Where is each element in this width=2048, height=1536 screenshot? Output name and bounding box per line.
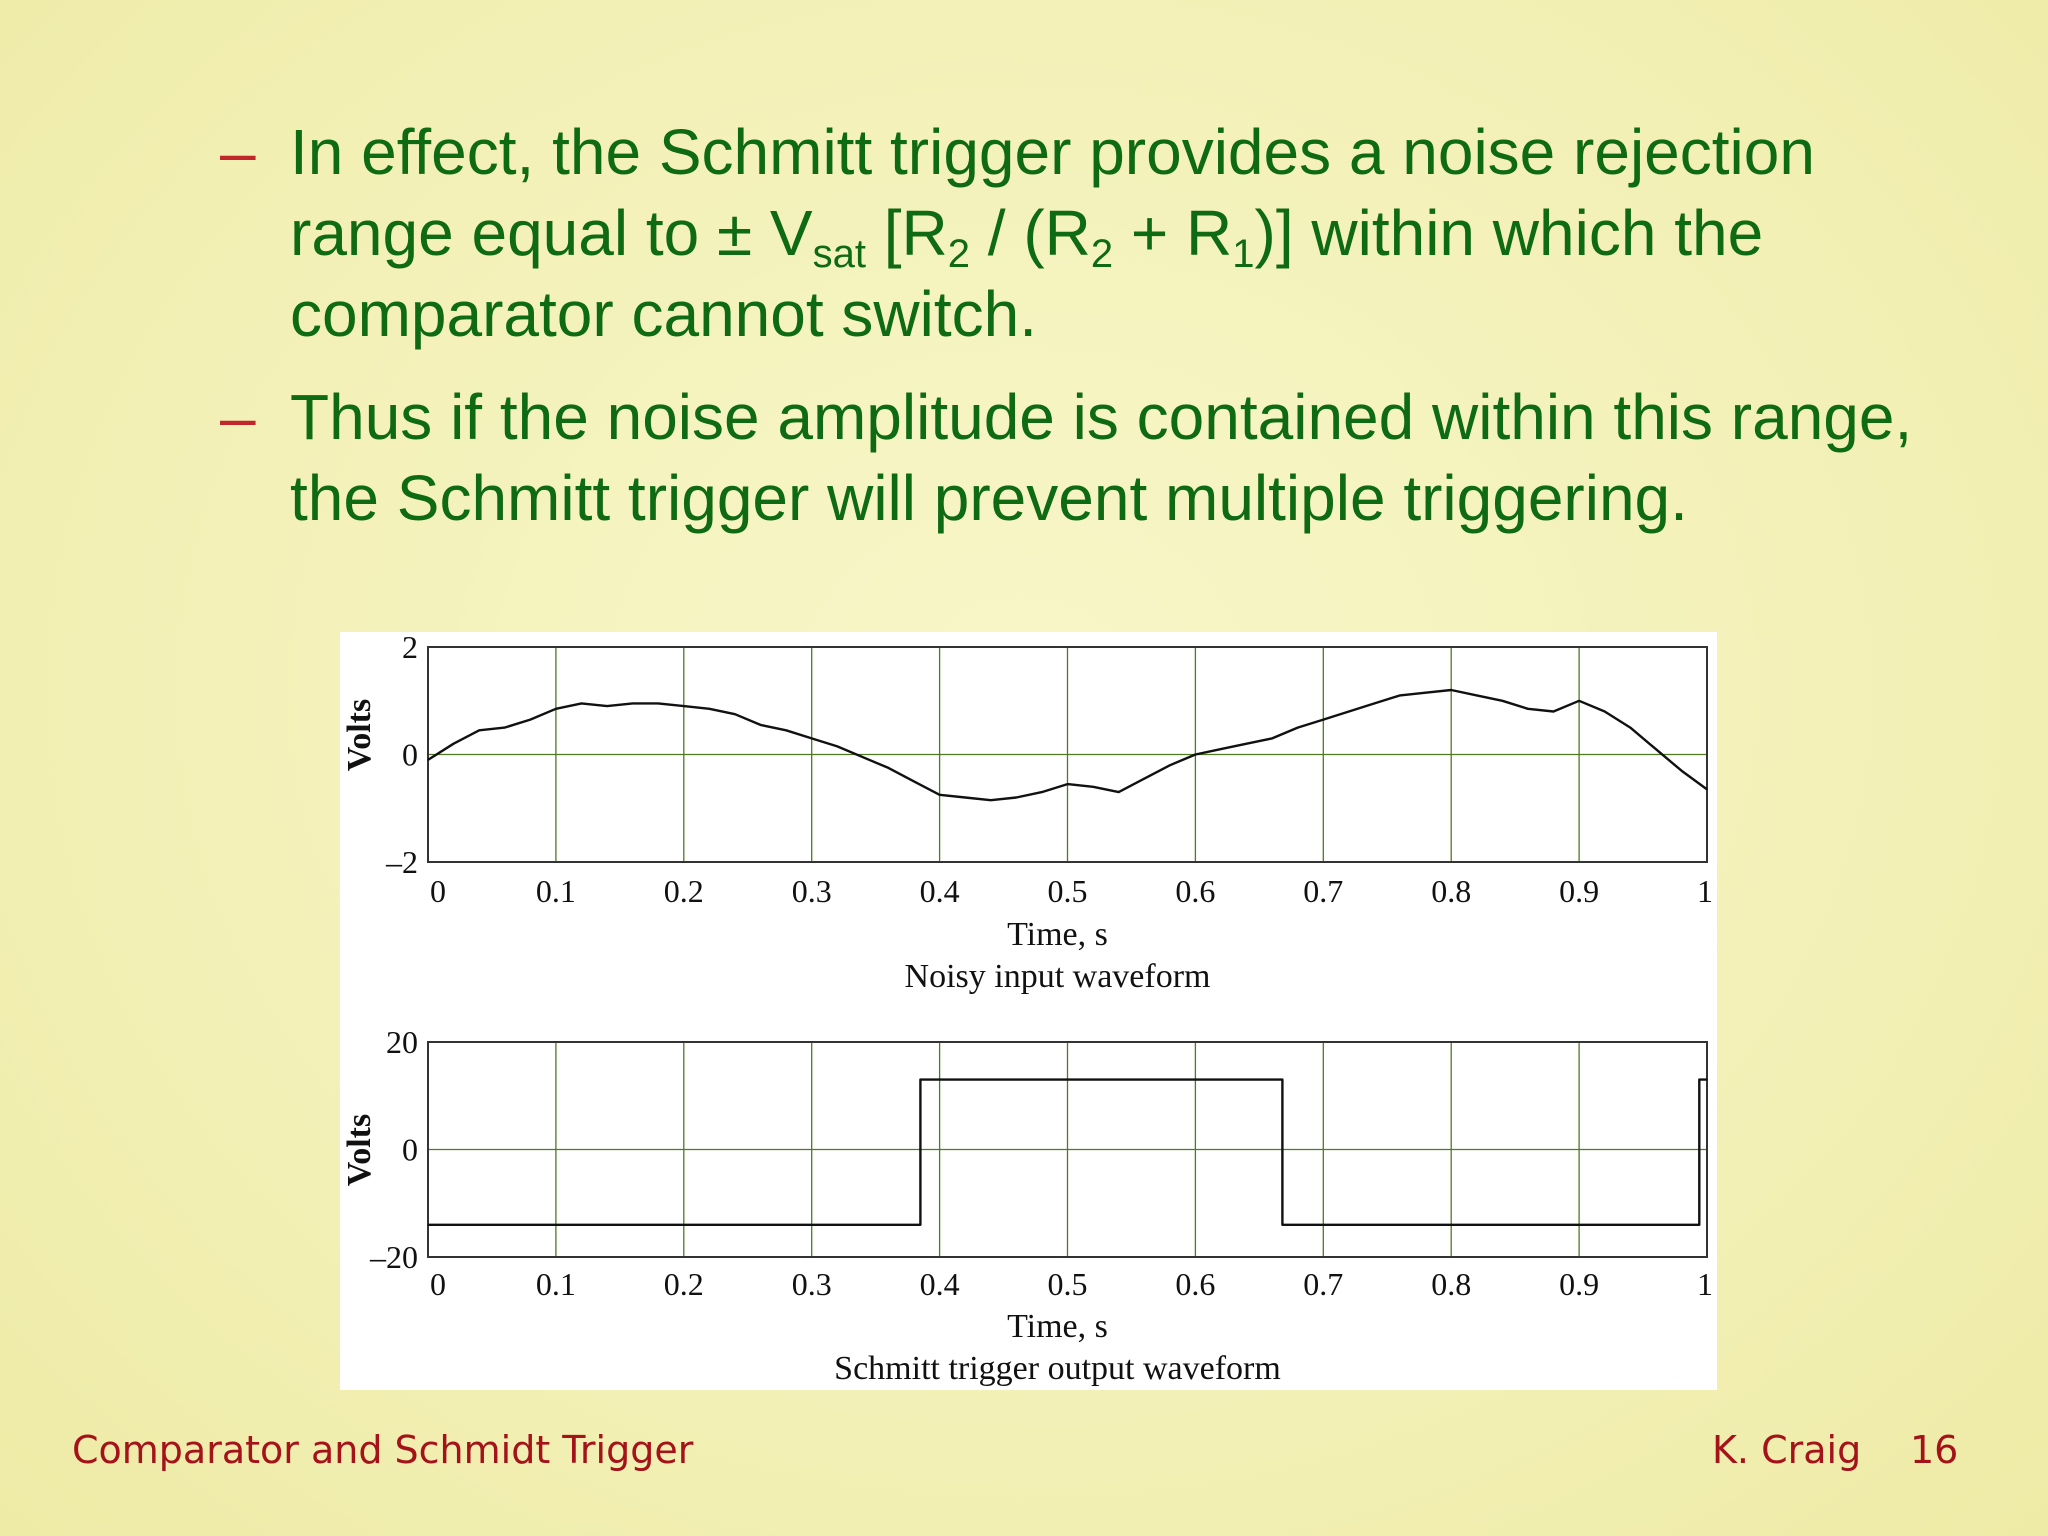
data-point xyxy=(1118,792,1119,793)
x-axis-label: Time, s xyxy=(1007,916,1108,953)
data-point xyxy=(811,738,812,739)
bullet-multiple-triggering xyxy=(220,377,1960,539)
data-point xyxy=(1399,695,1400,696)
bullet-text xyxy=(290,116,1815,350)
bullet-marker: – xyxy=(220,381,256,453)
text-run: [R xyxy=(865,197,948,269)
text-run: In effect, the Schmitt trigger provides a noise rejection range equal to ± V xyxy=(290,116,1815,269)
y-tick-label: 0 xyxy=(402,1131,418,1168)
data-point xyxy=(1579,700,1580,701)
data-point xyxy=(1425,692,1426,693)
x-tick-label: 0.4 xyxy=(919,873,960,909)
data-point xyxy=(530,719,531,720)
chart-panel-1 xyxy=(341,632,1713,995)
data-point xyxy=(734,714,735,715)
data-point xyxy=(1282,1224,1283,1225)
data-point xyxy=(555,708,556,709)
waveform-figure-svg xyxy=(340,632,1717,1390)
subscript: 2 xyxy=(947,232,970,276)
data-point xyxy=(1706,789,1707,790)
data-point xyxy=(453,743,454,744)
data-point xyxy=(939,794,940,795)
x-tick-label: 0.9 xyxy=(1559,873,1600,909)
data-point xyxy=(683,706,684,707)
x-tick-label: 0.2 xyxy=(663,1266,704,1302)
y-axis-label: Volts xyxy=(341,698,378,772)
data-point xyxy=(1041,792,1042,793)
data-point xyxy=(1297,727,1298,728)
data-point xyxy=(1016,797,1017,798)
data-point xyxy=(1630,727,1631,728)
data-point xyxy=(1699,1079,1700,1080)
x-tick-label: 0.5 xyxy=(1047,873,1088,909)
x-tick-label: 0 xyxy=(430,1266,446,1302)
x-tick-label: 0.2 xyxy=(663,873,704,909)
footer-page-number: 16 xyxy=(1910,1428,1959,1472)
data-point xyxy=(504,727,505,728)
data-point xyxy=(1323,719,1324,720)
data-point xyxy=(709,708,710,709)
data-point xyxy=(1272,738,1273,739)
data-point xyxy=(1706,1079,1707,1080)
x-axis-label: Time, s xyxy=(1007,1308,1108,1345)
y-axis-label: Volts xyxy=(341,1113,378,1187)
data-point xyxy=(479,730,480,731)
y-tick-label: 20 xyxy=(386,1024,418,1060)
data-point xyxy=(990,800,991,801)
data-point xyxy=(965,797,966,798)
x-tick-label: 0.9 xyxy=(1559,1266,1600,1302)
bullet-list xyxy=(220,112,1960,561)
data-point xyxy=(1220,749,1221,750)
x-tick-label: 1 xyxy=(1697,1266,1713,1302)
data-point xyxy=(1246,743,1247,744)
bullet-marker: – xyxy=(220,116,256,188)
x-tick-label: 0.3 xyxy=(791,1266,832,1302)
x-tick-label: 0.6 xyxy=(1175,873,1216,909)
data-point xyxy=(1067,784,1068,785)
y-tick-label: –20 xyxy=(370,1239,418,1275)
data-point xyxy=(862,757,863,758)
footer-title: Comparator and Schmidt Trigger xyxy=(72,1428,694,1472)
data-point xyxy=(427,759,428,760)
chart-panel-2 xyxy=(341,1024,1713,1387)
footer-author: K. Craig xyxy=(1712,1428,1862,1472)
subscript: 2 xyxy=(1090,232,1114,276)
data-point xyxy=(1553,711,1554,712)
data-point xyxy=(1093,786,1094,787)
data-point xyxy=(1681,770,1682,771)
bullet-noise-rejection xyxy=(220,112,1960,355)
data-point xyxy=(1699,1224,1700,1225)
x-tick-label: 0.7 xyxy=(1303,1266,1344,1302)
x-tick-label: 0.1 xyxy=(535,1266,576,1302)
data-point xyxy=(920,1224,921,1225)
data-point xyxy=(760,724,761,725)
x-tick-label: 0.4 xyxy=(919,1266,960,1302)
data-point xyxy=(1144,778,1145,779)
data-point xyxy=(786,730,787,731)
y-tick-label: 0 xyxy=(402,736,418,773)
data-point xyxy=(1348,711,1349,712)
data-point xyxy=(1476,695,1477,696)
data-point xyxy=(632,703,633,704)
data-point xyxy=(581,703,582,704)
x-tick-label: 0.7 xyxy=(1303,873,1344,909)
data-point xyxy=(837,746,838,747)
subscript: 1 xyxy=(1232,232,1255,276)
data-point xyxy=(658,703,659,704)
y-tick-label: –2 xyxy=(386,844,418,880)
data-point xyxy=(1169,765,1170,766)
data-point xyxy=(607,706,608,707)
data-point xyxy=(913,781,914,782)
data-point xyxy=(1502,700,1503,701)
waveform-figure xyxy=(340,632,1717,1390)
chart-title: Schmitt trigger output waveform xyxy=(834,1350,1281,1387)
subscript: sat xyxy=(812,232,866,276)
data-point xyxy=(888,767,889,768)
x-tick-label: 0 xyxy=(430,873,446,909)
x-tick-label: 0.8 xyxy=(1431,873,1472,909)
data-point xyxy=(427,1224,428,1225)
data-point xyxy=(1655,749,1656,750)
x-tick-label: 1 xyxy=(1697,873,1713,909)
text-run: Thus if the noise amplitude is contained within this range, the Schmitt trigger will prevent multiple triggering. xyxy=(290,381,1913,534)
data-point xyxy=(1451,689,1452,690)
data-point xyxy=(1195,754,1196,755)
x-tick-label: 0.3 xyxy=(791,873,832,909)
y-tick-label: 2 xyxy=(402,632,418,665)
data-point xyxy=(1282,1079,1283,1080)
data-point xyxy=(1527,708,1528,709)
text-run: / (R xyxy=(969,197,1091,269)
chart-title: Noisy input waveform xyxy=(904,958,1211,995)
x-tick-label: 0.5 xyxy=(1047,1266,1088,1302)
data-point xyxy=(920,1079,921,1080)
data-point xyxy=(1374,703,1375,704)
x-tick-label: 0.1 xyxy=(535,873,576,909)
text-run: + R xyxy=(1113,197,1233,269)
x-tick-label: 0.6 xyxy=(1175,1266,1216,1302)
data-point xyxy=(1604,711,1605,712)
text-run: )] within which the comparator cannot switch. xyxy=(290,197,1764,350)
x-tick-label: 0.8 xyxy=(1431,1266,1472,1302)
bullet-text xyxy=(290,381,1912,534)
